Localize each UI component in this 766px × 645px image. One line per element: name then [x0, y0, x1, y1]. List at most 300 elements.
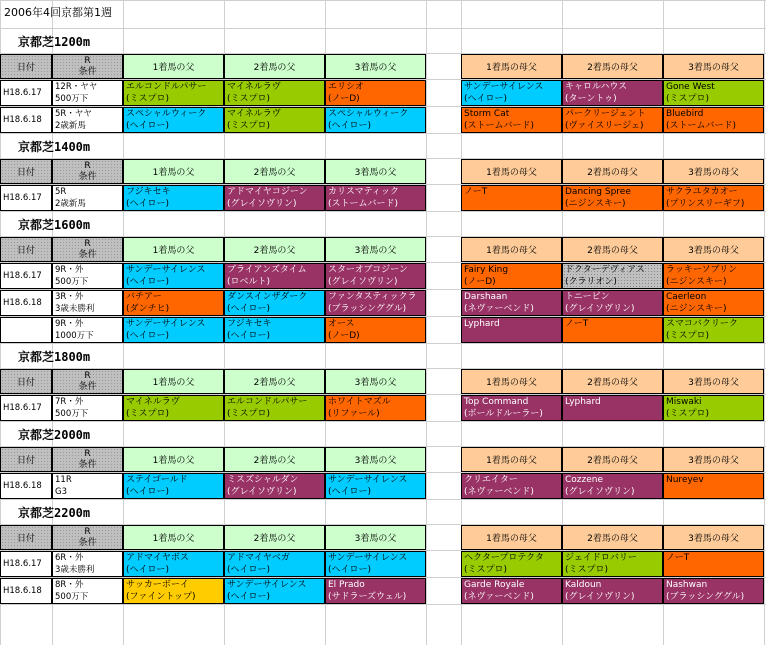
sire-cell	[123, 185, 224, 211]
race-date	[0, 317, 52, 343]
section-title: 京都芝2000m	[18, 428, 91, 442]
horse-line: (ヘイロー)	[126, 565, 170, 575]
header-race	[52, 237, 123, 262]
header-damsire-label: 1着馬の母父	[486, 378, 537, 388]
sire-cell	[325, 578, 426, 604]
damsire-cell	[461, 107, 562, 133]
horse-line: (ミスプロ)	[666, 331, 710, 341]
race-number: 11R	[55, 475, 72, 485]
race-info	[52, 578, 123, 604]
horse-name: サンデーサイレンス	[227, 580, 307, 590]
race-date	[0, 107, 52, 133]
header-damsire-label: 2着馬の母父	[587, 246, 638, 256]
header-race	[52, 525, 123, 550]
header-sire-label: 1着馬の父	[152, 246, 195, 256]
sire-cell	[325, 290, 426, 316]
horse-line: (ミスプロ)	[464, 565, 508, 575]
damsire-cell	[562, 578, 663, 604]
horse-name: エルコンドルパサー	[126, 82, 207, 92]
sire-cell	[123, 290, 224, 316]
sire-cell	[325, 80, 426, 106]
header-sire-3	[325, 447, 426, 472]
header-r-label: R	[84, 370, 91, 381]
header-damsire-label: 2着馬の母父	[587, 168, 638, 178]
horse-line: (ヘイロー)	[126, 199, 170, 209]
sire-cell	[325, 395, 426, 421]
horse-name: ノーT	[464, 187, 488, 197]
horse-name: Nashwan	[666, 580, 708, 590]
horse-line: (ストームバード)	[464, 121, 535, 131]
header-damsire-label: 2着馬の母父	[587, 378, 638, 388]
header-sire-3	[325, 159, 426, 184]
horse-line: (グレイソヴリン)	[227, 199, 297, 209]
horse-line: (ヘイロー)	[126, 487, 170, 497]
header-date-label: 日付	[16, 63, 35, 73]
horse-name: サクラユタカオー	[666, 187, 738, 197]
sire-cell	[224, 473, 325, 499]
sire-cell	[224, 551, 325, 577]
header-date-label: 日付	[16, 168, 35, 178]
header-damsire-3	[663, 237, 764, 262]
damsire-cell	[562, 473, 663, 499]
sire-cell	[123, 551, 224, 577]
header-sire-2	[224, 369, 325, 394]
race-number: 9R・外	[55, 319, 84, 329]
damsire-cell	[461, 290, 562, 316]
sire-cell	[325, 551, 426, 577]
damsire-cell	[562, 80, 663, 106]
header-sire-1	[123, 237, 224, 262]
header-r-label: R	[84, 448, 91, 459]
horse-line: (ヘイロー)	[328, 487, 372, 497]
race-condition: 500万下	[55, 409, 89, 419]
horse-line: (ブラッシンググル)	[666, 592, 745, 602]
horse-line: (ノーD)	[464, 277, 496, 287]
horse-name: スペシャルウィーク	[328, 109, 409, 119]
header-cond-label: 条件	[78, 171, 97, 182]
horse-line: (ボールドルーラー)	[464, 409, 543, 419]
header-sire-label: 3着馬の父	[354, 456, 397, 466]
header-r-label: R	[84, 55, 91, 66]
horse-name: ノーT	[565, 319, 589, 329]
race-info	[52, 551, 123, 577]
header-race	[52, 54, 123, 79]
race-date	[0, 473, 52, 499]
horse-line: (ミスプロ)	[666, 94, 710, 104]
horse-name: ノーT	[666, 553, 690, 563]
header-sire-label: 3着馬の父	[354, 378, 397, 388]
horse-name: バチアー	[126, 292, 162, 302]
damsire-cell	[663, 578, 764, 604]
sire-cell	[123, 263, 224, 289]
horse-line: (ミスプロ)	[227, 94, 271, 104]
horse-name: Darshaan	[464, 292, 508, 302]
header-race	[52, 159, 123, 184]
horse-name: サンデーサイレンス	[126, 319, 206, 329]
race-date-text: H18.6.17	[3, 403, 42, 413]
race-condition: 3歳未勝利	[55, 565, 95, 575]
race-info	[52, 80, 123, 106]
horse-line: (ヘイロー)	[227, 304, 271, 314]
header-damsire-1	[461, 159, 562, 184]
race-date	[0, 80, 52, 106]
horse-line: (ストームバード)	[328, 199, 399, 209]
damsire-cell	[562, 317, 663, 343]
horse-name: サンデーサイレンス	[328, 553, 408, 563]
race-date	[0, 395, 52, 421]
damsire-cell	[663, 80, 764, 106]
header-damsire-2	[562, 369, 663, 394]
section-title: 京都芝1600m	[18, 218, 91, 232]
horse-line: (プリンスリーギフ)	[666, 199, 745, 209]
damsire-cell	[461, 317, 562, 343]
header-damsire-label: 3着馬の母父	[688, 378, 739, 388]
horse-name: マイネルラヴ	[227, 109, 281, 119]
race-condition: 2歳新馬	[55, 121, 86, 131]
header-damsire-label: 3着馬の母父	[688, 168, 739, 178]
header-damsire-3	[663, 447, 764, 472]
header-sire-3	[325, 54, 426, 79]
horse-line: (グレイソヴリン)	[227, 487, 297, 497]
horse-line: (ネヴァーベンド)	[464, 487, 534, 497]
sire-cell	[123, 107, 224, 133]
damsire-cell	[461, 263, 562, 289]
sire-cell	[224, 80, 325, 106]
race-info	[52, 107, 123, 133]
horse-line: (ロベルト)	[227, 277, 271, 287]
race-date	[0, 551, 52, 577]
race-date-text: H18.6.18	[3, 586, 42, 596]
race-info	[52, 317, 123, 343]
header-damsire-2	[562, 447, 663, 472]
sire-cell	[224, 395, 325, 421]
horse-name: Lyphard	[464, 319, 500, 329]
damsire-cell	[461, 80, 562, 106]
horse-line: (ヘイロー)	[464, 94, 508, 104]
sire-cell	[123, 578, 224, 604]
horse-name: エリシオ	[328, 82, 365, 92]
horse-line: (ノーD)	[328, 94, 360, 104]
header-damsire-2	[562, 159, 663, 184]
race-info	[52, 185, 123, 211]
header-damsire-label: 3着馬の母父	[688, 246, 739, 256]
horse-line: (サドラーズウェル)	[328, 592, 407, 602]
horse-line: (ヘイロー)	[227, 592, 271, 602]
race-condition: 3歳未勝利	[55, 304, 95, 314]
header-damsire-label: 3着馬の母父	[688, 456, 739, 466]
horse-name: ブライアンズタイム	[227, 265, 307, 275]
horse-line: (ヘイロー)	[328, 121, 372, 131]
race-date-text: H18.6.18	[3, 298, 42, 308]
header-sire-label: 1着馬の父	[152, 168, 195, 178]
section-title: 京都芝2200m	[18, 506, 91, 520]
horse-name: クリエイター	[464, 475, 518, 485]
horse-line: (ターントゥ)	[565, 94, 617, 104]
header-sire-label: 2着馬の父	[253, 168, 296, 178]
damsire-cell	[663, 263, 764, 289]
header-date	[0, 54, 52, 79]
header-damsire-label: 1着馬の母父	[486, 168, 537, 178]
horse-line: (グレイソヴリン)	[328, 277, 398, 287]
horse-name: サッカーボーイ	[126, 580, 189, 590]
race-condition: 1000万下	[55, 331, 94, 341]
header-sire-1	[123, 369, 224, 394]
header-damsire-1	[461, 369, 562, 394]
horse-name: スペシャルウィーク	[126, 109, 207, 119]
header-sire-label: 3着馬の父	[354, 168, 397, 178]
header-damsire-label: 2着馬の母父	[587, 456, 638, 466]
damsire-cell	[663, 317, 764, 343]
header-damsire-1	[461, 525, 562, 550]
horse-name: マイネルラヴ	[227, 82, 281, 92]
race-date	[0, 578, 52, 604]
header-damsire-3	[663, 369, 764, 394]
header-date-label: 日付	[16, 534, 35, 544]
horse-line: (ヘイロー)	[126, 277, 170, 287]
horse-name: トニービン	[565, 292, 610, 302]
damsire-cell	[663, 107, 764, 133]
horse-line: (ミスプロ)	[227, 409, 271, 419]
damsire-cell	[562, 290, 663, 316]
header-damsire-label: 1着馬の母父	[486, 246, 537, 256]
damsire-cell	[461, 473, 562, 499]
header-sire-1	[123, 525, 224, 550]
header-damsire-3	[663, 54, 764, 79]
section-title: 京都芝1200m	[18, 35, 91, 49]
header-sire-2	[224, 237, 325, 262]
race-number: 12R・ヤヤ	[55, 82, 98, 92]
header-race	[52, 447, 123, 472]
header-r-label: R	[84, 160, 91, 171]
header-damsire-2	[562, 237, 663, 262]
section-title: 京都芝1400m	[18, 140, 91, 154]
horse-name: サンデーサイレンス	[464, 82, 544, 92]
damsire-cell	[461, 395, 562, 421]
horse-line: (ノーD)	[328, 331, 360, 341]
race-condition: 2歳新馬	[55, 199, 86, 209]
race-date-text: H18.6.18	[3, 481, 42, 491]
race-number: 5R	[55, 187, 67, 197]
horse-name: パークリージェント	[565, 109, 646, 119]
header-date-label: 日付	[16, 456, 35, 466]
horse-line: (ファイントップ)	[126, 592, 196, 602]
race-date	[0, 185, 52, 211]
race-condition: 500万下	[55, 277, 89, 287]
race-date	[0, 263, 52, 289]
horse-name: Bluebird	[666, 109, 704, 119]
horse-line: (グレイソヴリン)	[565, 487, 635, 497]
horse-name: オース	[328, 319, 355, 329]
horse-name: El Prado	[328, 580, 365, 590]
race-date-text: H18.6.18	[3, 115, 42, 125]
header-damsire-label: 1着馬の母父	[486, 534, 537, 544]
damsire-cell	[663, 185, 764, 211]
race-number: 6R・外	[55, 553, 84, 563]
horse-name: Cozzene	[565, 475, 604, 485]
sire-cell	[224, 107, 325, 133]
sheet-title: 2006年4回京都第1週	[4, 6, 112, 19]
horse-name: エルコンドルパサー	[227, 397, 308, 407]
horse-name: カリスマティック	[328, 187, 399, 197]
header-sire-label: 3着馬の父	[354, 534, 397, 544]
header-sire-2	[224, 525, 325, 550]
header-sire-label: 1着馬の父	[152, 378, 195, 388]
horse-name: ファンタスティックラ	[328, 292, 417, 302]
horse-name: Miswaki	[666, 397, 702, 407]
horse-name: Top Command	[464, 397, 529, 407]
horse-name: ダンスインザダーク	[227, 292, 308, 302]
horse-name: ミスズシャルダン	[227, 475, 299, 485]
header-damsire-label: 2着馬の母父	[587, 63, 638, 73]
race-condition: 500万下	[55, 94, 89, 104]
horse-name: マイネルラヴ	[126, 397, 180, 407]
horse-line: (ネヴァーベンド)	[464, 304, 534, 314]
header-sire-label: 3着馬の父	[354, 63, 397, 73]
header-date	[0, 159, 52, 184]
sire-cell	[224, 317, 325, 343]
horse-line: (ダンチヒ)	[126, 304, 170, 314]
header-damsire-label: 1着馬の母父	[486, 63, 537, 73]
horse-line: (リファール)	[328, 409, 380, 419]
horse-line: (ネヴァーベンド)	[464, 592, 534, 602]
horse-name: Storm Cat	[464, 109, 510, 119]
header-sire-3	[325, 369, 426, 394]
sire-cell	[325, 317, 426, 343]
header-damsire-label: 3着馬の母父	[688, 63, 739, 73]
damsire-cell	[663, 551, 764, 577]
horse-line: (ストームバード)	[666, 121, 737, 131]
horse-name: Nureyev	[666, 475, 704, 485]
header-date	[0, 237, 52, 262]
header-sire-1	[123, 159, 224, 184]
header-date	[0, 525, 52, 550]
horse-name: アドマイヤベガ	[227, 553, 290, 563]
header-cond-label: 条件	[78, 249, 97, 260]
horse-line: (ブラッシンググル)	[328, 304, 407, 314]
sire-cell	[325, 185, 426, 211]
race-date-text: H18.6.17	[3, 193, 42, 203]
horse-line: (クラリオン)	[565, 277, 617, 287]
header-sire-2	[224, 54, 325, 79]
header-sire-3	[325, 237, 426, 262]
horse-line: (ニジンスキー)	[666, 304, 727, 314]
horse-name: Dancing Spree	[565, 187, 631, 197]
race-info	[52, 473, 123, 499]
sire-cell	[224, 290, 325, 316]
damsire-cell	[562, 263, 663, 289]
horse-line: (ヘイロー)	[126, 121, 170, 131]
damsire-cell	[461, 185, 562, 211]
horse-name: スターオブコジーン	[328, 265, 408, 275]
horse-line: (ヘイロー)	[227, 331, 271, 341]
damsire-cell	[562, 185, 663, 211]
header-sire-label: 1着馬の父	[152, 534, 195, 544]
race-number: 5R・ヤヤ	[55, 109, 92, 119]
section-title: 京都芝1800m	[18, 350, 91, 364]
horse-name: ヘクタープロテクタ	[464, 553, 544, 563]
damsire-cell	[663, 395, 764, 421]
horse-line: (ヘイロー)	[227, 565, 271, 575]
header-damsire-1	[461, 237, 562, 262]
horse-name: キャロルハウス	[565, 82, 628, 92]
header-date-label: 日付	[16, 246, 35, 256]
header-cond-label: 条件	[78, 381, 97, 392]
sire-cell	[224, 185, 325, 211]
race-date-text: H18.6.17	[3, 559, 42, 569]
header-sire-2	[224, 159, 325, 184]
horse-name: Kaldoun	[565, 580, 602, 590]
race-date-text: H18.6.17	[3, 88, 42, 98]
header-race	[52, 369, 123, 394]
horse-name: Caerleon	[666, 292, 707, 302]
horse-name: Lyphard	[565, 397, 601, 407]
header-damsire-1	[461, 54, 562, 79]
header-sire-label: 2着馬の父	[253, 246, 296, 256]
header-damsire-2	[562, 54, 663, 79]
horse-name: サンデーサイレンス	[328, 475, 408, 485]
horse-name: サンデーサイレンス	[126, 265, 206, 275]
damsire-cell	[663, 473, 764, 499]
header-damsire-3	[663, 525, 764, 550]
header-sire-label: 2着馬の父	[253, 378, 296, 388]
horse-line: (ミスプロ)	[126, 409, 170, 419]
header-date	[0, 369, 52, 394]
damsire-cell	[562, 551, 663, 577]
horse-name: ドクターデヴィアス	[565, 265, 645, 275]
header-sire-label: 2着馬の父	[253, 63, 296, 73]
race-condition: G3	[55, 487, 67, 497]
header-sire-label: 2着馬の父	[253, 456, 296, 466]
header-sire-label: 2着馬の父	[253, 534, 296, 544]
horse-name: ステイゴールド	[126, 475, 188, 485]
horse-line: (ニジンスキー)	[666, 277, 727, 287]
header-damsire-1	[461, 447, 562, 472]
damsire-cell	[663, 290, 764, 316]
horse-name: ジェイドロバリー	[565, 553, 637, 563]
header-sire-2	[224, 447, 325, 472]
sire-cell	[123, 317, 224, 343]
header-cond-label: 条件	[78, 537, 97, 548]
horse-name: ホワイトマズル	[328, 397, 391, 407]
horse-line: (グレイソヴリン)	[565, 304, 635, 314]
horse-name: アドマイヤコジーン	[227, 187, 308, 197]
sire-cell	[123, 80, 224, 106]
sire-cell	[325, 473, 426, 499]
horse-name: スマコバクリーク	[666, 319, 738, 329]
race-info	[52, 290, 123, 316]
header-cond-label: 条件	[78, 459, 97, 470]
horse-name: Gone West	[666, 82, 715, 92]
header-sire-3	[325, 525, 426, 550]
header-r-label: R	[84, 526, 91, 537]
header-sire-label: 1着馬の父	[152, 63, 195, 73]
sire-cell	[123, 473, 224, 499]
race-number: 7R・外	[55, 397, 84, 407]
horse-line: (ヘイロー)	[328, 565, 372, 575]
race-info	[52, 263, 123, 289]
horse-line: (ミスプロ)	[126, 94, 170, 104]
sire-cell	[325, 107, 426, 133]
damsire-cell	[461, 578, 562, 604]
sire-cell	[224, 263, 325, 289]
sire-cell	[224, 578, 325, 604]
race-number: 8R・外	[55, 580, 84, 590]
sire-cell	[325, 263, 426, 289]
horse-line: (ミスプロ)	[565, 565, 609, 575]
horse-line: (ヴァイスリージェ)	[565, 121, 644, 131]
header-sire-1	[123, 54, 224, 79]
horse-name: フジキセキ	[126, 187, 171, 197]
